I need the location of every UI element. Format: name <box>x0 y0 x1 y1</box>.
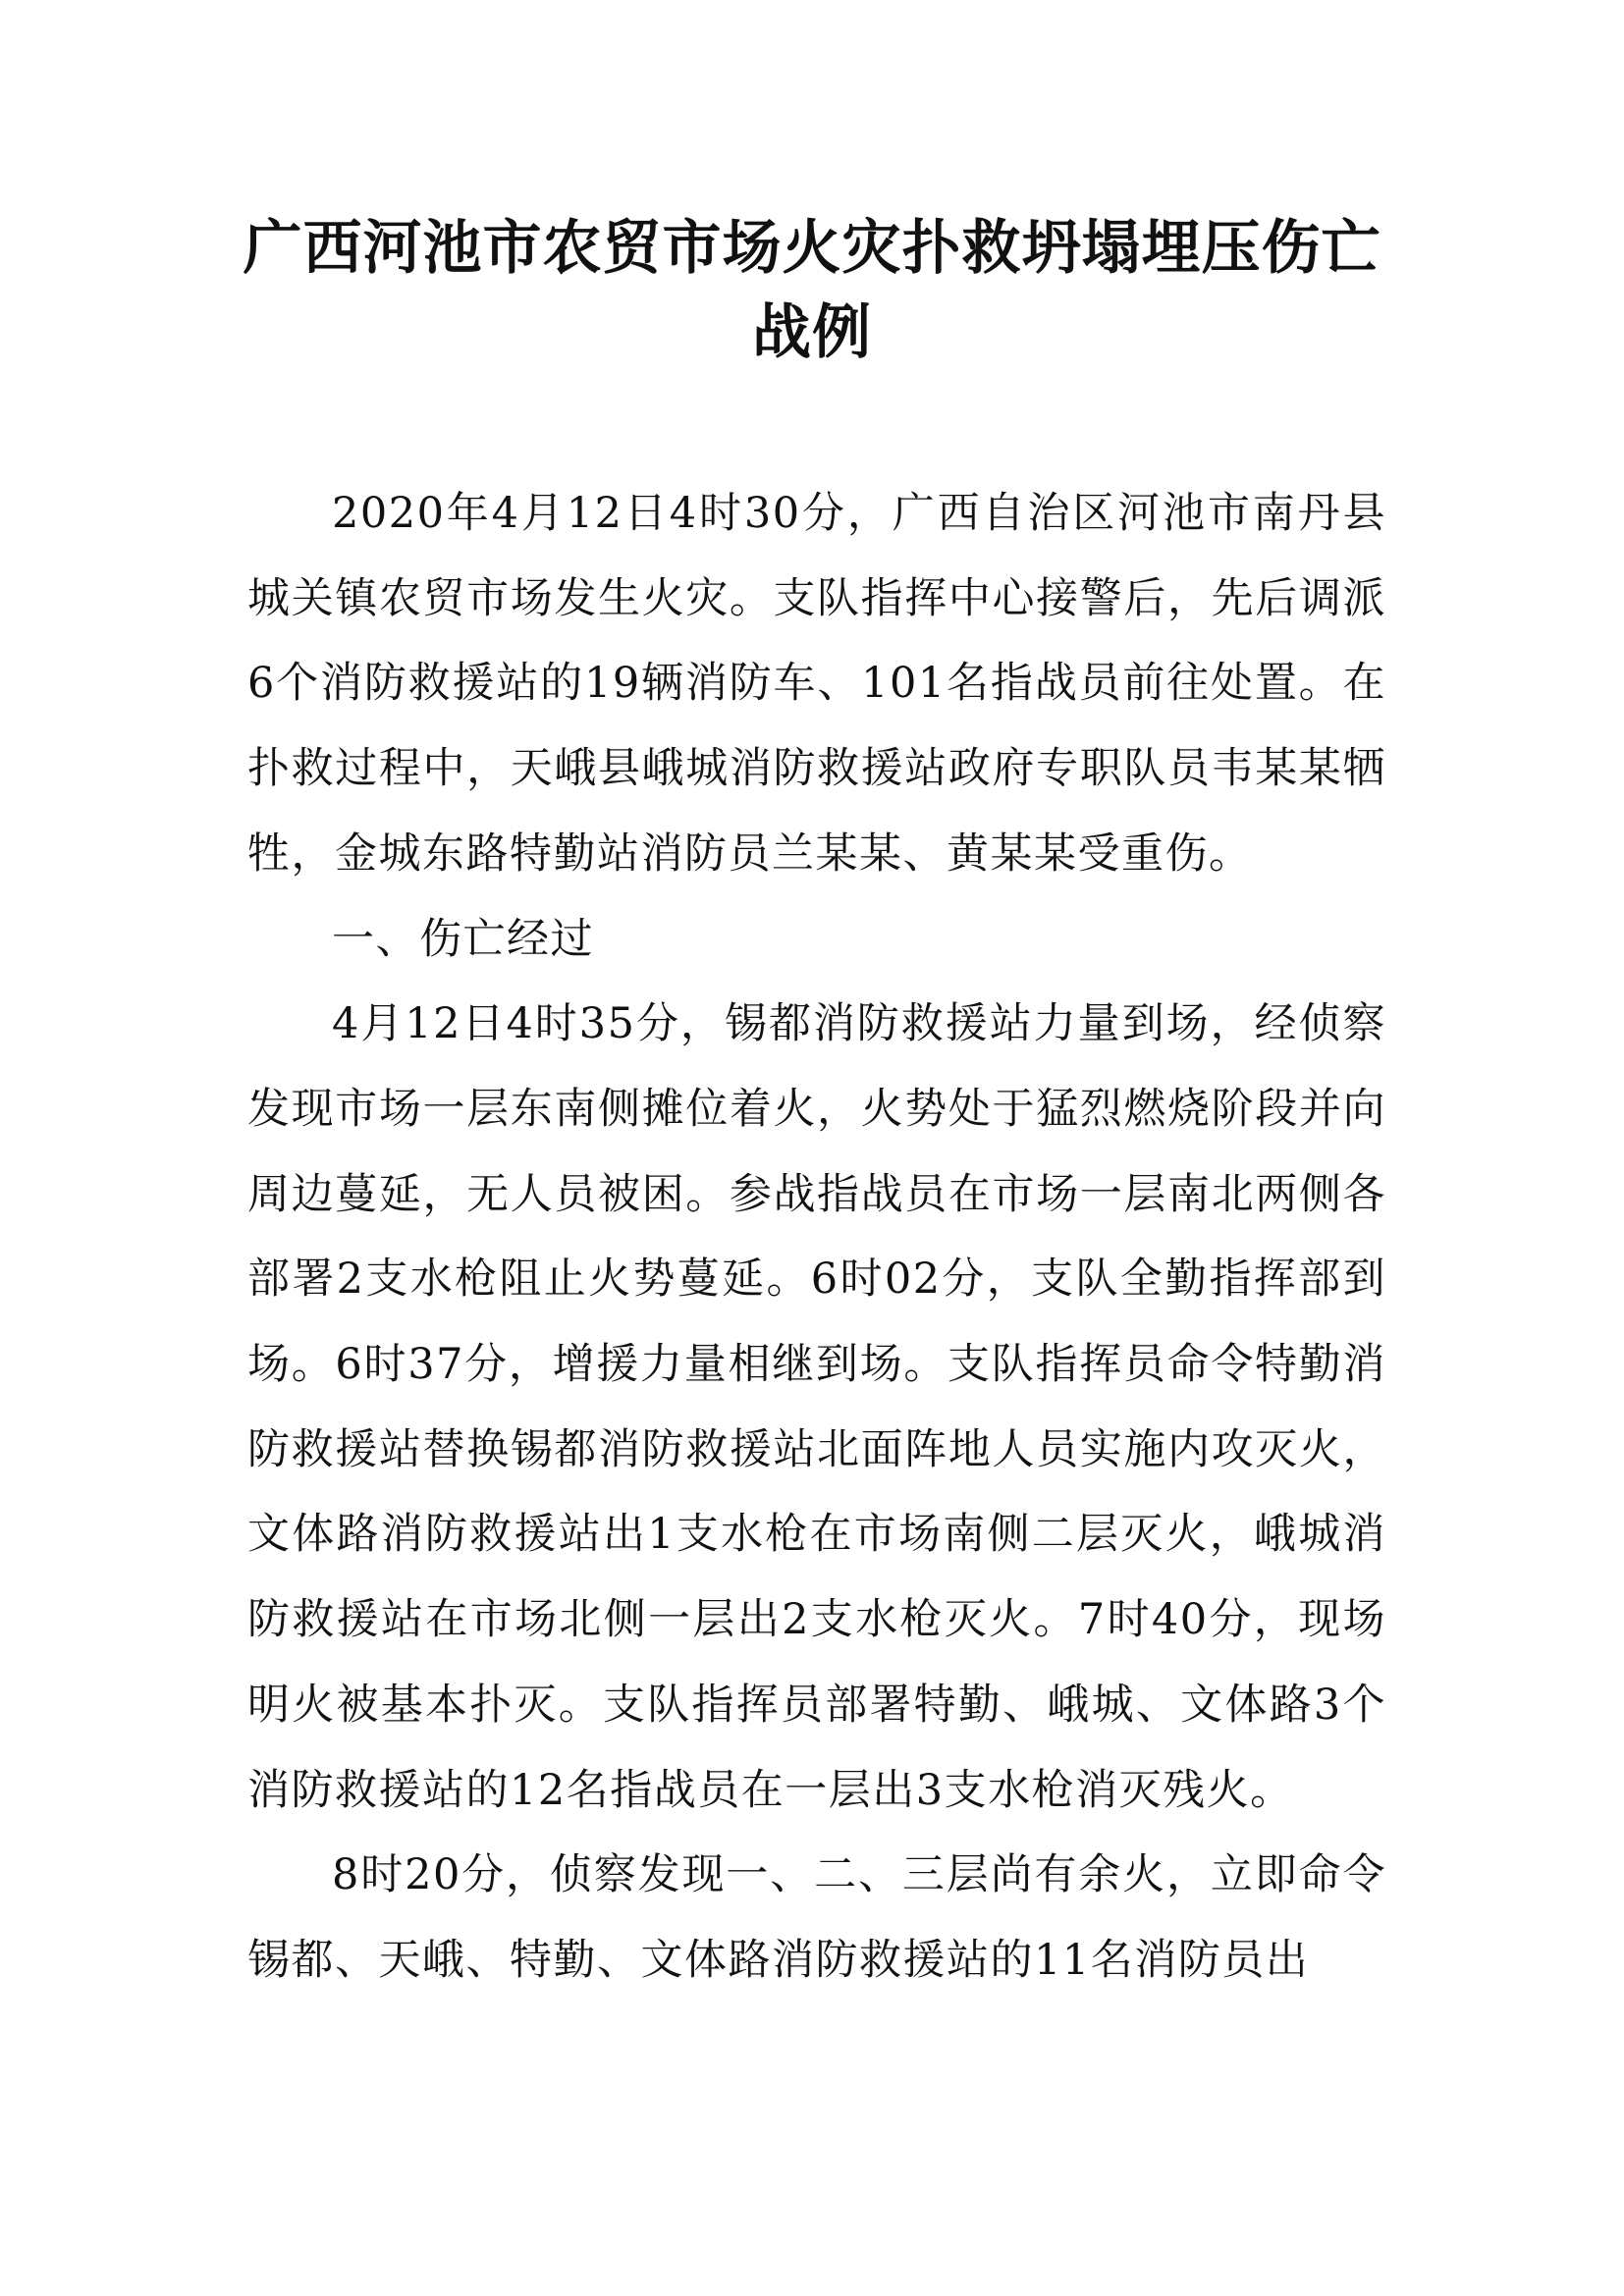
section-heading-casualty-process: 一、伤亡经过 <box>332 914 594 964</box>
document-body <box>247 471 1386 2003</box>
paragraph-continuation: 8时20分，侦察发现一、二、三层尚有余火，立即命令锡都、天峨、特勤、文体路消防救援站的11名消防员出 <box>247 1850 1386 1985</box>
document-title <box>196 206 1428 375</box>
paragraph-casualty-process: 4月12日4时35分，锡都消防救援站力量到场，经侦察发现市场一层东南侧摊位着火，火势处于猛烈燃烧阶段并向周边蔓延，无人员被困。参战指战员在市场一层南北两侧各部署2支水枪阻止火势蔓延。6时02分，支队全勤指挥部到场。6时37分，增援力量相继到场。支队指挥员命令特勤消防救援站替换锡都消防救援站北面阵地人员实施内攻灭火，文体路消防救援站出1支水枪在市场南侧二层灭火，峨城消防救援站在市场北侧一层出2支水枪灭火。7时40分，现场明火被基本扑灭。支队指挥员部署特勤、峨城、文体路3个消防救援站的12名指战员在一层出3支水枪消灭残火。 <box>247 999 1386 1815</box>
title-line-2: 战例 <box>752 298 872 367</box>
title-line-1: 广西河池市农贸市场火灾扑救坍塌埋压伤亡 <box>243 214 1381 283</box>
paragraph-intro: 2020年4月12日4时30分，广西自治区河池市南丹县城关镇农贸市场发生火灾。支队指挥中心接警后，先后调派6个消防救援站的19辆消防车、101名指战员前往处置。在扑救过程中，天峨县峨城消防救援站政府专职队员韦某某牺牲，金城东路特勤站消防员兰某某、黄某某受重伤。 <box>247 489 1386 879</box>
